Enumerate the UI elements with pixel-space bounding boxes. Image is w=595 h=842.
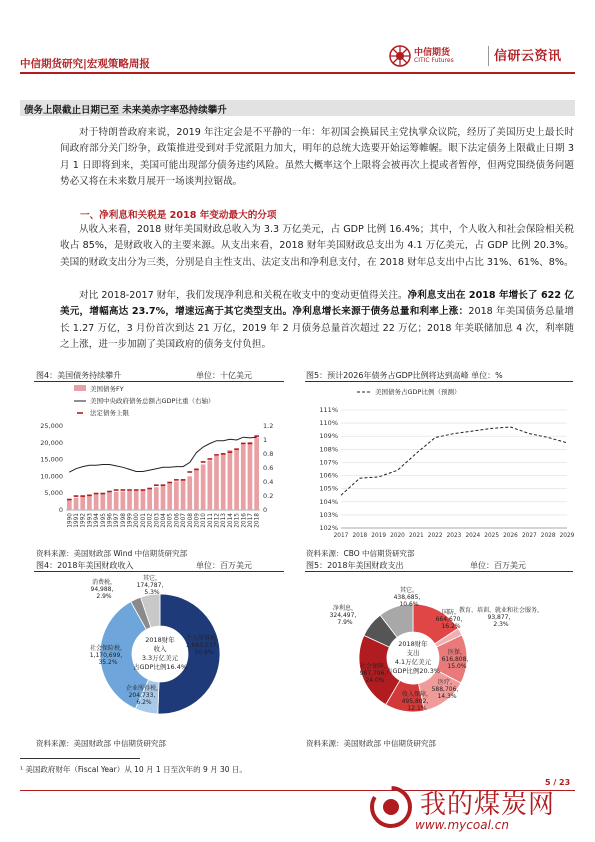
- debt-bar: [207, 460, 212, 510]
- spending-donut-slice-value: 438,685，: [393, 594, 425, 601]
- spending-donut-slice-pct: 7.9%: [337, 619, 353, 626]
- debt-chart-left-tick-label: 15,000: [40, 455, 63, 464]
- debt-gdp-y-tick-label: 106%: [319, 471, 338, 480]
- fig5b-source: 资料来源：美国财政部 中信期货研究部: [306, 739, 436, 748]
- debt-gdp-y-tick-label: 103%: [319, 510, 338, 519]
- section-title: 债务上限截止日期已至 未来美赤字率恐持续攀升: [24, 105, 227, 116]
- spending-donut-slice-name: 医保，: [447, 649, 467, 656]
- debt-bar: [248, 442, 253, 510]
- section-title-bar: [20, 100, 575, 116]
- watermark-cn: 我的煤炭网: [420, 790, 556, 820]
- revenue-donut-chart: [34, 572, 286, 732]
- spending-donut-slice-name: 收入保障，: [401, 691, 433, 698]
- debt-chart-x-tick-label: 1990: [67, 513, 74, 528]
- spending-donut-slice-value: 616,808，: [441, 656, 473, 663]
- revenue-donut-center-text: 收入: [153, 645, 167, 653]
- debt-chart-x-tick-label: 2003: [154, 513, 161, 528]
- debt-gdp-y-tick-label: 108%: [319, 445, 338, 454]
- debt-chart-right-axis: [263, 422, 273, 514]
- debt-chart-left-tick-label: 0: [58, 506, 63, 514]
- fig4-title: 图4：美国债务持续攀升: [36, 371, 122, 380]
- debt-gdp-x-tick-label: 2029: [559, 533, 575, 539]
- debt-bar: [141, 490, 146, 510]
- fig4b-unit: 单位：百万美元: [196, 561, 252, 570]
- debt-gdp-y-axis: [319, 406, 338, 532]
- debt-bar: [214, 456, 219, 510]
- fig5b-title: 图5：2018年美国财政支出: [306, 561, 404, 570]
- debt-gdp-x-tick-label: 2018: [352, 533, 368, 539]
- revenue-donut-slice-name: 个人所得税，: [185, 635, 223, 642]
- spending-donut-slice-value: 987,796，: [359, 670, 391, 677]
- spending-donut-slice-value: 93,877，: [487, 614, 515, 621]
- fig4b-source: 资料来源：美国财政部 中信期货研究部: [36, 739, 166, 748]
- debt-bar: [107, 492, 112, 510]
- spending-donut-slice-pct: 2.3%: [493, 621, 509, 628]
- page-number: 5 / 23: [545, 778, 571, 787]
- debt-bar: [127, 491, 132, 510]
- debt-bar: [167, 483, 172, 510]
- debt-bar: [181, 480, 186, 510]
- debt-chart-x-tick-label: 2014: [227, 513, 234, 528]
- debt-chart: [34, 382, 286, 544]
- revenue-donut-center-text: 2018财年: [145, 636, 175, 644]
- debt-gdp-y-tick-label: 111%: [319, 406, 338, 414]
- revenue-donut-slice-value: 204,733，: [128, 692, 160, 699]
- footnote: ¹ 美国政府财年（Fiscal Year）从 10 月 1 日至次年的 9 月 30 日。: [20, 765, 247, 774]
- spending-donut-slice-value: 495,802，: [401, 698, 433, 705]
- debt-bar: [114, 492, 119, 510]
- debt-chart-left-tick-label: 5,000: [44, 489, 63, 498]
- revenue-donut-slice-pct: 50.6%: [194, 649, 214, 656]
- debt-bar: [187, 476, 192, 510]
- logo-separator: [488, 46, 489, 66]
- spending-donut-center-text: 占GDP比例20.3%: [385, 667, 441, 675]
- debt-gdp-x-tick-label: 2017: [333, 533, 349, 539]
- debt-gdp-y-tick-label: 109%: [319, 432, 338, 441]
- legend-label-ratio: 美国中央政府债务总额占GDP比重（右轴）: [90, 397, 215, 405]
- revenue-donut-center-text: 占GDP比例16.4%: [132, 663, 188, 671]
- debt-chart-legend: [74, 384, 214, 417]
- spending-donut-slice-name: 医疗，: [437, 679, 457, 686]
- debt-chart-x-tick-label: 1997: [114, 513, 121, 528]
- debt-chart-x-tick-label: 2008: [187, 513, 194, 528]
- spending-donut-slice-name: 国防，: [441, 609, 461, 616]
- fig4-source: 资料来源：美国财政部 Wind 中信期货研究部: [36, 549, 188, 558]
- revenue-donut-slice-pct: 35.2%: [98, 659, 118, 666]
- fig5b-unit: 单位：百万美元: [470, 561, 526, 570]
- revenue-donut-slice-name: 其它，: [142, 575, 162, 582]
- legend-label-ceiling: 法定债务上限: [90, 409, 129, 417]
- revenue-donut-center-text: 3.3万亿美元: [141, 654, 179, 662]
- debt-chart-right-tick-label: 0: [263, 506, 268, 514]
- debt-bar: [221, 454, 226, 510]
- spending-donut-slice-value: 324,497，: [329, 612, 361, 619]
- debt-chart-right-tick-label: 1: [263, 436, 268, 444]
- debt-bar: [94, 494, 99, 510]
- debt-bar: [100, 493, 105, 510]
- legend-swatch-debt: [74, 385, 86, 391]
- spending-donut-slice-name: 教育、培训、就业和社会服务，: [458, 607, 544, 614]
- debt-chart-left-tick-label: 20,000: [40, 438, 63, 447]
- debt-bar: [134, 491, 139, 510]
- debt-bar: [254, 438, 259, 510]
- debt-bar: [228, 450, 233, 510]
- spending-donut-center-text: 2018财年: [398, 640, 428, 648]
- debt-chart-x-tick-label: 2012: [214, 513, 221, 528]
- debt-gdp-x-tick-label: 2026: [503, 533, 518, 539]
- debt-chart-right-tick-label: 0.8: [263, 450, 274, 458]
- debt-chart-x-tick-label: 1991: [74, 513, 81, 528]
- debt-gdp-x-tick-label: 2022: [427, 533, 443, 539]
- debt-chart-x-tick-label: 1994: [94, 513, 101, 528]
- revenue-donut-slice-pct: 6.2%: [136, 699, 152, 706]
- debt-gdp-projection-line: [341, 427, 567, 495]
- header-rule: [20, 72, 575, 74]
- debt-gdp-x-tick-label: 2024: [465, 533, 481, 539]
- watermark-url: www.mycoal.cn: [415, 818, 509, 832]
- debt-gdp-x-tick-label: 2021: [408, 533, 424, 539]
- debt-bar: [74, 498, 79, 510]
- debt-chart-x-tick-label: 2001: [140, 513, 147, 528]
- debt-gdp-x-tick-label: 2020: [390, 533, 405, 539]
- fig4b-title: 图4：2018年美国财政收入: [36, 561, 134, 570]
- debt-chart-x-axis: [67, 513, 260, 528]
- debt-chart-right-tick-label: 0.4: [263, 478, 274, 486]
- debt-chart-right-tick-label: 1.2: [263, 422, 274, 430]
- debt-bar: [234, 449, 239, 510]
- debt-chart-x-tick-label: 1999: [127, 513, 134, 528]
- revenue-donut-slice-name: 消费税，: [91, 579, 117, 586]
- debt-bar: [147, 489, 152, 510]
- debt-chart-x-tick-label: 2007: [181, 513, 188, 528]
- debt-bar: [121, 491, 126, 510]
- debt-bar: [194, 470, 199, 510]
- debt-chart-right-tick-label: 0.2: [263, 492, 274, 500]
- paragraph-interest-lead: 对比 2018-2017 财年，我们发现净利息和关税在收支中的变动更值得关注。: [79, 290, 408, 301]
- debt-chart-x-tick-label: 2005: [167, 513, 174, 528]
- spending-donut-slice-name: 净利息，: [332, 605, 358, 612]
- debt-bar: [161, 485, 166, 510]
- fig5-source: 资料来源：CBO 中信期货研究部: [306, 549, 415, 558]
- debt-bar: [201, 464, 206, 510]
- debt-chart-x-tick-label: 2016: [241, 513, 248, 528]
- debt-chart-x-tick-label: 2004: [161, 513, 167, 528]
- debt-chart-left-axis: [40, 422, 63, 514]
- mycoal-logo-icon: [368, 784, 414, 830]
- spending-donut-slice-pct: 12.1%: [407, 705, 427, 712]
- debt-gdp-x-tick-label: 2028: [540, 533, 556, 539]
- debt-gdp-line: [341, 427, 567, 495]
- spending-donut-slice-name: 其它，: [399, 587, 419, 594]
- debt-chart-x-tick-label: 2017: [247, 513, 254, 528]
- subheading-1: 一、净利息和关税是 2018 年变动最大的分项: [80, 210, 277, 221]
- debt-chart-x-tick-label: 2006: [174, 513, 181, 528]
- debt-chart-x-tick-label: 1996: [107, 513, 114, 528]
- debt-bar: [67, 499, 72, 510]
- debt-gdp-y-tick-label: 107%: [319, 458, 338, 467]
- debt-gdp-y-tick-label: 102%: [319, 524, 338, 532]
- spending-donut-center-text: 支出: [406, 649, 420, 657]
- paragraph-revenue-spending: 从收入来看，2018 财年美国财政总收入为 3.3 万亿美元，占 GDP 比例 16.4%；其中，个人收入和社会保险相关税收占 85%，是财政收入的主要来源。从支出来看，2018 财年美国财政总支出为 4.1 万亿美元，占 GDP 比例 20.3%。美国的财政支出分为三类，分别是自主性支出、法定支出和净利息支付，在 2018 财年总支出中占比 31%、61%、8%。: [60, 224, 574, 268]
- debt-chart-x-tick-label: 1995: [100, 513, 107, 528]
- spending-donut-slice-pct: 14.3%: [437, 693, 457, 700]
- debt-gdp-x-tick-label: 2019: [371, 533, 387, 539]
- debt-gdp-x-axis: [334, 533, 575, 539]
- revenue-donut-slice-pct: 5.3%: [144, 589, 160, 596]
- revenue-donut-slice-value: 1,170,699，: [89, 652, 127, 659]
- revenue-donut-slice-pct: 2.9%: [96, 593, 112, 600]
- debt-chart-x-tick-label: 2011: [207, 513, 214, 528]
- revenue-donut-slice-value: 94,988，: [90, 586, 118, 593]
- spending-donut-slice-pct: 24.0%: [365, 677, 385, 684]
- debt-gdp-chart: [305, 382, 575, 542]
- debt-bar: [87, 495, 92, 510]
- debt-chart-x-tick-label: 1992: [80, 513, 87, 528]
- revenue-donut-slice-name: 企业所得税，: [125, 685, 163, 692]
- revenue-donut-slice-name: 社会保险税，: [89, 645, 127, 652]
- debt-bar: [174, 481, 179, 510]
- debt-chart-x-tick-label: 2013: [221, 513, 228, 528]
- debt-chart-left-tick-label: 10,000: [40, 472, 63, 481]
- spending-donut-slice-value: 588,706，: [431, 686, 463, 693]
- revenue-donut-slice-value: 174,787，: [136, 582, 168, 589]
- paragraph-interest-tail: 2018 年美国债务总量增长 1.27 万亿，3 月份首次到达 21 万亿，2019 年 2 月债务总量首次超过 22 万亿；2018 年美联储加息 4 次，利率随之上涨，进一步加剧了美国政府的债务支付负担。: [60, 306, 575, 350]
- footnote-rule: [20, 758, 140, 759]
- debt-chart-x-tick-label: 2018: [254, 513, 261, 528]
- debt-bar: [80, 496, 85, 510]
- debt-chart-x-tick-label: 2015: [234, 513, 241, 528]
- spending-donut-slice-pct: 16.2%: [441, 623, 461, 630]
- spending-donut-slice-name: 社会保障，: [359, 663, 391, 670]
- spending-donut-slice-pct: 10.6%: [399, 601, 419, 608]
- paragraph-interest: [60, 288, 574, 353]
- debt-chart-bars: [67, 438, 259, 510]
- legend-label-projection: 美国债务占GDP比例（预测）: [375, 388, 461, 396]
- debt-chart-x-tick-label: 1998: [120, 513, 127, 528]
- debt-chart-x-tick-label: 2000: [134, 513, 141, 528]
- logo-cn-text: 中信期货: [414, 48, 451, 58]
- debt-gdp-x-tick-label: 2023: [446, 533, 462, 539]
- debt-gdp-legend: [357, 387, 460, 396]
- spending-donut-slice-pct: 15.0%: [447, 663, 467, 670]
- debt-chart-x-tick-label: 2010: [201, 513, 208, 528]
- debt-chart-x-tick-label: 2009: [194, 513, 201, 528]
- spending-donut-slice-value: 664,670，: [435, 616, 467, 623]
- revenue-donut-center: [133, 627, 187, 681]
- brand-name: 信研云资讯: [494, 49, 562, 64]
- debt-gdp-y-tick-label: 104%: [319, 497, 338, 506]
- paragraph-interest-bold: 净利息支出在 2018 年增长了 622 亿美元，增幅高达 23.7%，增速远高于其它类型支出。净利息增长来源于债务总量和利率上涨：: [60, 290, 574, 318]
- revenue-donut-slice-value: 1,683,537，: [185, 642, 223, 649]
- debt-chart-x-tick-label: 1993: [87, 513, 94, 528]
- citic-futures-logo: [388, 44, 484, 68]
- spending-donut-chart: [305, 572, 575, 732]
- debt-chart-right-tick-label: 0.6: [263, 464, 274, 472]
- fig4-unit: 单位：十亿美元: [196, 371, 252, 380]
- debt-gdp-y-tick-label: 110%: [319, 419, 338, 428]
- logo-en-text: CITIC Futures: [414, 57, 454, 64]
- debt-gdp-x-tick-label: 2025: [484, 533, 500, 539]
- debt-gdp-gridlines: [341, 410, 567, 528]
- spending-donut-center-text: 4.1万亿美元: [394, 658, 432, 666]
- debt-chart-left-tick-label: 25,000: [40, 422, 63, 430]
- debt-bar: [241, 444, 246, 510]
- debt-chart-x-tick-label: 2002: [147, 513, 154, 528]
- fig5-title: 图5：预计2026年债务占GDP比例将达到高峰 单位：%: [306, 371, 503, 380]
- paragraph-intro: 对于特朗普政府来说，2019 年注定会是不平静的一年：年初国会换届民主党执掌众议院，经历了美国历史上最长时间政府部分关门纷争，政策推进受到对手党派阻力加大，明年的总统大选要开始运筹帷幄。眼下法定债务上限截止日期 3 月 1 日即将到来，美国可能出现部分债务违约风险。虽然大概率这个上限将会被再次上提或者暂停，但两党围绕债务问题势必又将在未来数月展开一场谈判拉锯战。: [60, 127, 574, 187]
- report-header-title: 中信期货研究|宏观策略周报: [20, 58, 150, 70]
- debt-gdp-y-tick-label: 105%: [319, 484, 338, 493]
- debt-bar: [154, 487, 159, 510]
- legend-label-debt: 美国债务FY: [90, 385, 124, 393]
- debt-gdp-x-tick-label: 2027: [521, 533, 537, 539]
